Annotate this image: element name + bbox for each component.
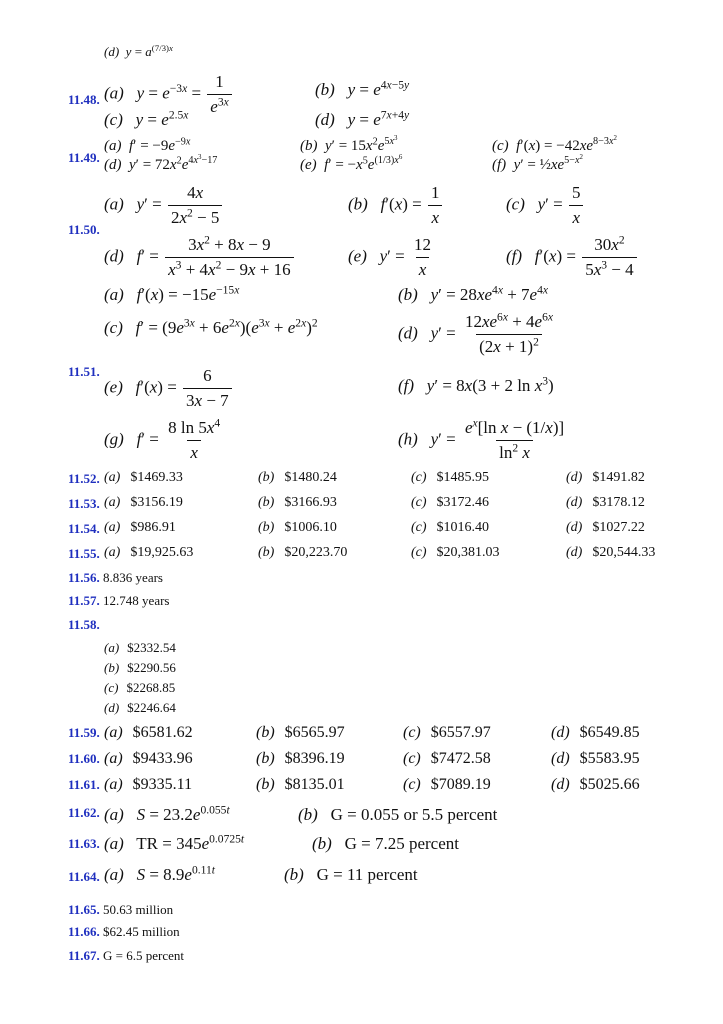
part-label: (a) — [104, 545, 121, 560]
part-label: (d) — [551, 776, 570, 793]
answer-11-63-a: (a) TR = $345e^{0.0725t}$ — [104, 832, 245, 853]
answer-part-c — [411, 545, 500, 561]
part-label: (b) — [256, 750, 275, 767]
value-11-62-b: G = 0.055 or 5.5 percent — [330, 805, 498, 824]
problem-number: 11.55. — [68, 546, 100, 561]
problem-number-11-64: 11.64. — [68, 869, 100, 884]
part-label: (a) — [104, 750, 123, 767]
part-label: (d) — [566, 470, 583, 485]
part-value: $7089.19 — [430, 776, 491, 793]
answer-11-48-a: (a) $y = e^{-3x}$ = $\frac{1}{e^{3x}}$ — [104, 72, 234, 117]
answer-11-64-b: (b) G = 11 percent — [284, 865, 418, 884]
part-label: (a) — [104, 724, 123, 741]
answer-part-b — [256, 724, 345, 742]
part-value: $2332.54 — [127, 640, 176, 655]
answer-11-49-c: (c) $f'(x) = -42xe^{8-3x^2}$ — [492, 135, 617, 154]
answer-11-62-b: (b) G = 0.055 or 5.5 percent — [298, 805, 498, 824]
answer-11-49-b: (b) $y' = 15x^2e^{5x^3}$ — [300, 135, 398, 154]
problem-number-11-56: 11.56. — [68, 570, 100, 585]
part-value: $19,925.63 — [130, 545, 194, 560]
list-item — [104, 640, 176, 656]
part-label: (c) — [403, 750, 421, 767]
list-item — [104, 660, 176, 676]
answer-part-c — [403, 724, 491, 742]
answer-11-48-b: (b) $y = e^{4x-5y}$ — [315, 78, 410, 99]
answer-prev-d: (d) $y = a^{(7/3)x}$ — [104, 43, 173, 59]
problem-number: 11.61. — [68, 777, 100, 792]
answer-11-50-d: (d) f′ = $\frac{3x^2 + 8x - 9}{x^3 + 4x^2 - 9x + 16}$ — [104, 235, 296, 280]
answer-part-a — [104, 520, 176, 536]
part-value: $1480.24 — [284, 470, 337, 485]
problem-number: 11.59. — [68, 725, 100, 740]
answer-part-d — [551, 776, 640, 794]
part-value: $1027.22 — [592, 520, 645, 535]
answer-11-49-a: (a) $f' = -9e^{-9x}$ — [104, 136, 191, 154]
part-value: $2246.64 — [127, 700, 176, 715]
part-value: $1006.10 — [284, 520, 337, 535]
problem-number-11-66: 11.66. — [68, 924, 100, 939]
answer-11-51-a: (a) $f'(x) = -15e^{-15x}$ — [104, 283, 240, 304]
problem-number-11-58: 11.58. — [68, 617, 100, 632]
answer-11-51-h: (h) y′ = $\frac{e^x[\ln x - (1/x)]}{\ln^2 x}$ — [398, 416, 565, 462]
answer-part-c — [403, 750, 491, 768]
list-item — [104, 680, 175, 696]
answer-part-d — [551, 724, 640, 742]
part-label: (c) — [411, 470, 427, 485]
part-value: $6549.85 — [579, 724, 640, 741]
part-value: $1491.82 — [592, 470, 645, 485]
problem-number-11-51: 11.51. — [68, 364, 100, 379]
answer-11-51-e: (e) f′(x) = $\frac{6}{3x - 7}$ — [104, 366, 234, 411]
answer-part-c — [411, 520, 489, 536]
problem-number-11-62: 11.62. — [68, 805, 100, 820]
part-value: $3172.46 — [436, 495, 490, 510]
part-value: $986.91 — [130, 520, 176, 535]
answer-part-d — [566, 470, 645, 486]
part-value: $3156.19 — [130, 495, 183, 510]
part-value: $3178.12 — [592, 495, 645, 510]
part-label: (c) — [411, 545, 427, 560]
part-value: $2268.85 — [126, 680, 176, 695]
answer-part-a — [104, 750, 193, 768]
answer-part-c — [411, 495, 489, 511]
part-label: (d) — [551, 724, 570, 741]
answer-part-d — [551, 750, 640, 768]
answer-11-64-a: (a) $S = 8.9e^{0.11t}$ — [104, 863, 215, 884]
part-label: (c) — [104, 680, 119, 695]
answer-11-50-e: (e) y′ = $\frac{12}{x}$ — [348, 235, 431, 279]
answer-11-49-d: (d) $y' = 72x^2e^{4x^3-17}$ — [104, 154, 218, 173]
part-value: $3166.93 — [284, 495, 337, 510]
answer-11-51-g: (g) f′ = $\frac{8 \ln 5x^4}{x}$ — [104, 416, 221, 462]
part-value: $1485.95 — [436, 470, 490, 485]
value-11-66: $62.45 million — [103, 924, 180, 939]
part-label: (c) — [411, 495, 427, 510]
part-value: $2290.56 — [127, 660, 176, 675]
answer-11-66 — [68, 924, 180, 940]
answer-11-65 — [68, 902, 173, 918]
value-11-64-b: G = 11 percent — [316, 865, 418, 884]
answer-11-50-b: (b) f′(x) = $\frac{1}{x}$ — [348, 183, 445, 228]
answer-11-62-a: (a) $S = 23.2e^{0.055t}$ — [104, 803, 230, 824]
part-value: $6581.62 — [132, 724, 193, 741]
answer-11-48-c: (c) $y = e^{2.5x}$ — [104, 108, 189, 129]
part-label: (a) — [104, 495, 121, 510]
part-label: (d) — [566, 495, 583, 510]
answer-11-67 — [68, 948, 184, 964]
part-value: $20,381.03 — [436, 545, 500, 560]
value-11-63-b: G = 7.25 percent — [344, 834, 459, 853]
answer-part-a — [104, 724, 193, 742]
answer-11-51-b: (b) $y' = 28xe^{4x} + 7e^{4x}$ — [398, 283, 549, 304]
answer-part-c — [403, 776, 491, 794]
answer-11-56 — [68, 570, 163, 586]
problem-number-11-49: 11.49. — [68, 150, 100, 165]
part-value: $8396.19 — [284, 750, 345, 767]
part-label: (b) — [258, 470, 275, 485]
problem-number-11-57: 11.57. — [68, 593, 100, 608]
value-11-57: 12.748 years — [103, 593, 170, 608]
problem-number: 11.60. — [68, 751, 100, 766]
answer-part-d — [566, 545, 655, 561]
answer-11-50-f: (f) f′(x) = $\frac{30x^2}{5x^3 - 4}$ — [506, 235, 639, 280]
part-value: $6557.97 — [430, 724, 491, 741]
problem-number: 11.53. — [68, 496, 100, 511]
answer-11-49-e: (e) $f' = -x^5e^{(1/3)x^6}$ — [300, 154, 403, 173]
part-label: (a) — [104, 520, 121, 535]
answer-part-a — [104, 545, 193, 561]
part-label: (c) — [403, 724, 421, 741]
answer-11-57 — [68, 593, 169, 609]
answer-11-51-c: (c) $f' = (9e^{3x} + 6e^{2x})(e^{3x} + e^{2x})^2$ — [104, 316, 318, 337]
answer-part-b — [258, 545, 347, 561]
part-label: (d) — [104, 700, 120, 715]
problem-number-11-67: 11.67. — [68, 948, 100, 963]
part-label: (a) — [104, 776, 123, 793]
answer-11-50-c: (c) y′ = $\frac{5}{x}$ — [506, 183, 585, 228]
answer-part-d — [566, 520, 645, 536]
part-value: $20,544.33 — [592, 545, 656, 560]
part-value: $9433.96 — [132, 750, 193, 767]
answer-part-b — [256, 750, 345, 768]
answer-11-51-f: (f) y′ = 8x(3 + 2 $\ln x^3$) — [398, 374, 554, 395]
answer-part-b — [258, 495, 337, 511]
list-item — [104, 700, 176, 716]
part-label: (a) — [104, 640, 120, 655]
problem-number-11-50: 11.50. — [68, 222, 100, 237]
part-label: (a) — [104, 470, 121, 485]
part-label: (b) — [256, 724, 275, 741]
part-value: $1469.33 — [130, 470, 183, 485]
value-11-56: 8.836 years — [103, 570, 163, 585]
part-label: (b) — [258, 495, 275, 510]
part-value: $7472.58 — [430, 750, 491, 767]
value-11-67: G = 6.5 percent — [103, 948, 185, 963]
answer-part-c — [411, 470, 489, 486]
answer-part-a — [104, 470, 183, 486]
part-value: $20,223.70 — [284, 545, 348, 560]
part-value: $5025.66 — [579, 776, 640, 793]
answer-11-51-d: (d) y′ = $\frac{12xe^{6x} + 4e^{6x}}{(2x + 1)^2}$ — [398, 310, 554, 356]
part-label: (c) — [403, 776, 421, 793]
part-label: (d) — [566, 520, 583, 535]
problem-number-11-63: 11.63. — [68, 836, 100, 851]
part-label: (b) — [256, 776, 275, 793]
problem-number: 11.52. — [68, 471, 100, 486]
part-label: (b) — [104, 660, 120, 675]
answer-11-48-d: (d) $y = e^{7x+4y}$ — [315, 108, 410, 129]
part-label: (b) — [258, 520, 275, 535]
part-value: $9335.11 — [132, 776, 193, 793]
answer-11-50-a: (a) y′ = $\frac{4x}{2x^2 - 5}$ — [104, 183, 224, 228]
part-value: $1016.40 — [436, 520, 490, 535]
answer-11-49-f: (f) $y' = \frac{1}{2}xe^{5-x^2}$ — [492, 154, 584, 173]
part-value: $6565.97 — [284, 724, 345, 741]
problem-number-11-48: 11.48. — [68, 92, 100, 107]
answer-part-a — [104, 495, 183, 511]
answer-11-63-b: (b) G = 7.25 percent — [312, 834, 459, 853]
answer-part-d — [566, 495, 645, 511]
part-label: (c) — [411, 520, 427, 535]
part-value: $8135.01 — [284, 776, 345, 793]
part-label: (d) — [566, 545, 583, 560]
part-label: (b) — [258, 545, 275, 560]
answer-part-b — [258, 520, 337, 536]
answer-part-b — [256, 776, 345, 794]
answer-part-b — [258, 470, 337, 486]
answer-part-a — [104, 776, 192, 794]
problem-number: 11.54. — [68, 521, 100, 536]
part-value: $5583.95 — [579, 750, 640, 767]
value-11-65: 50.63 million — [103, 902, 174, 917]
problem-number-11-65: 11.65. — [68, 902, 100, 917]
part-label: (d) — [551, 750, 570, 767]
